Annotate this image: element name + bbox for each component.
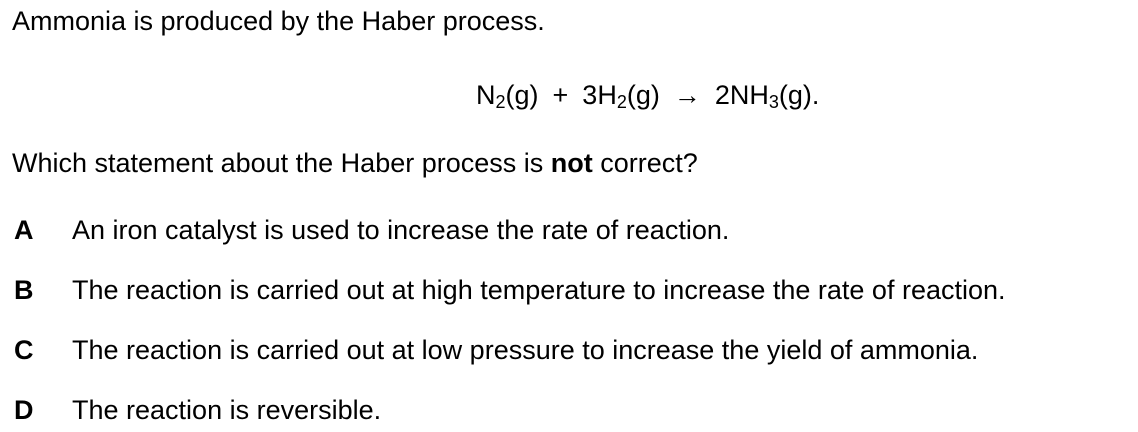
option-d-letter: D bbox=[14, 395, 34, 425]
option-c-text: The reaction is carried out at low pressure to increase the yield of ammonia. bbox=[72, 335, 979, 365]
eq-g3: (g). bbox=[778, 80, 820, 110]
eq-h: 3H bbox=[582, 80, 617, 110]
eq-arrow: → bbox=[673, 80, 701, 110]
option-a-text: An iron catalyst is used to increase the rate of reaction. bbox=[72, 215, 730, 245]
intro-text: Ammonia is produced by the Haber process. bbox=[12, 6, 545, 36]
eq-plus: + bbox=[552, 80, 569, 110]
eq-h-sub: 2 bbox=[616, 92, 627, 112]
eq-g1: (g) bbox=[505, 80, 539, 110]
option-d-text: The reaction is reversible. bbox=[72, 395, 382, 425]
eq-nh-sub: 3 bbox=[768, 92, 779, 112]
question-text bbox=[12, 147, 698, 179]
option-b-text: The reaction is carried out at high temperature to increase the rate of reaction. bbox=[72, 275, 1006, 305]
question-after: correct? bbox=[592, 148, 698, 178]
chemical-equation bbox=[476, 79, 819, 111]
question-emphasis: not bbox=[550, 148, 593, 178]
eq-nh: 2NH bbox=[714, 80, 769, 110]
option-b-letter: B bbox=[14, 275, 34, 305]
question-before: Which statement about the Haber process is bbox=[12, 148, 551, 178]
option-c-letter: C bbox=[14, 335, 34, 365]
eq-n: N bbox=[476, 80, 496, 110]
eq-g2: (g) bbox=[626, 80, 660, 110]
option-a-letter: A bbox=[14, 215, 34, 245]
eq-n-sub: 2 bbox=[495, 92, 506, 112]
